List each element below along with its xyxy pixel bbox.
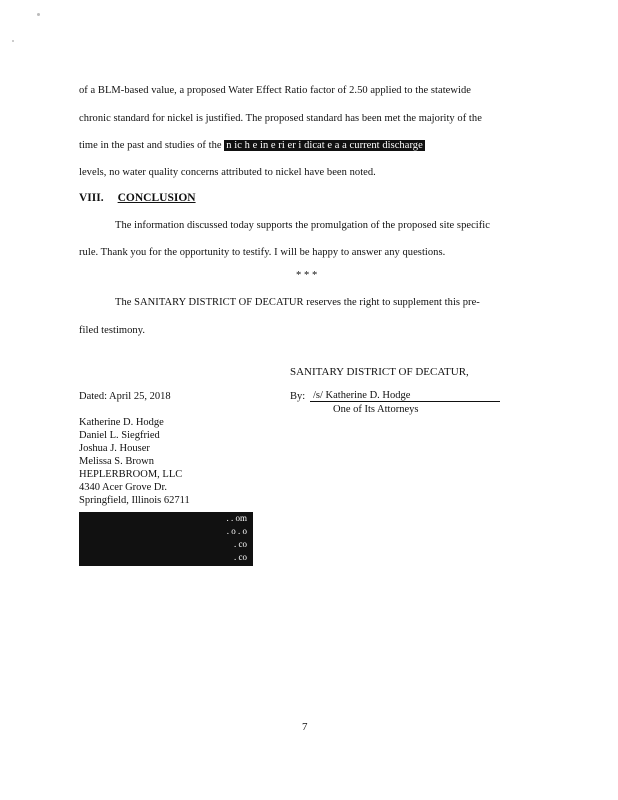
attorney-block-line: Springfield, Illinois 62711 (79, 495, 190, 506)
reservation-paragraph-line: The SANITARY DISTRICT OF DECATUR reserves the right to supplement this pre- (115, 297, 480, 308)
attorney-block-line: Joshua J. Houser (79, 443, 150, 454)
attorney-block-line: HEPLERBROOM, LLC (79, 469, 183, 480)
attorney-block-line: Daniel L. Siegfried (79, 430, 160, 441)
scan-speck (12, 40, 14, 42)
body-line: of a BLM-based value, a proposed Water Effect Ratio factor of 2.50 applied to the statewide (79, 85, 471, 96)
section-separator: * * * (296, 270, 318, 281)
redacted-contact-line: . . om (226, 513, 247, 523)
signature-line (310, 401, 500, 402)
by-label: By: (290, 391, 306, 402)
dated-line: Dated: April 25, 2018 (79, 391, 171, 402)
attorney-block-line: Katherine D. Hodge (79, 417, 164, 428)
section-title: CONCLUSION (117, 192, 196, 204)
section-number: VIII. (79, 192, 104, 204)
body-line-partial (79, 140, 425, 151)
page-number: 7 (302, 721, 308, 733)
conclusion-paragraph-line: The information discussed today supports the promulgation of the proposed site specific (115, 220, 490, 231)
signature-organization: SANITARY DISTRICT OF DECATUR, (290, 366, 469, 378)
redacted-contact-line: . co (234, 539, 247, 549)
body-line: levels, no water quality concerns attributed to nickel have been noted. (79, 167, 376, 178)
attorney-block-line: 4340 Acer Grove Dr. (79, 482, 168, 493)
redacted-contact-line: . co (234, 552, 247, 562)
redacted-contact-block (79, 512, 253, 566)
scan-speck (37, 13, 40, 16)
electronic-signature: /s/ Katherine D. Hodge (313, 390, 411, 401)
body-line-text: time in the past and studies of the (79, 140, 222, 151)
conclusion-paragraph-line: rule. Thank you for the opportunity to testify. I will be happy to answer any questions. (79, 247, 446, 258)
signer-role: One of Its Attorneys (333, 404, 419, 415)
reservation-paragraph-line: filed testimony. (79, 325, 146, 336)
body-line: chronic standard for nickel is justified. The proposed standard has been met the majority of the (79, 113, 482, 124)
section-heading (79, 192, 196, 204)
redacted-text: n ic h e in e ri er i dicat e a a current discharge (226, 140, 423, 151)
attorney-block-line: Melissa S. Brown (79, 456, 154, 467)
redacted-contact-line: . o . o (226, 526, 247, 536)
